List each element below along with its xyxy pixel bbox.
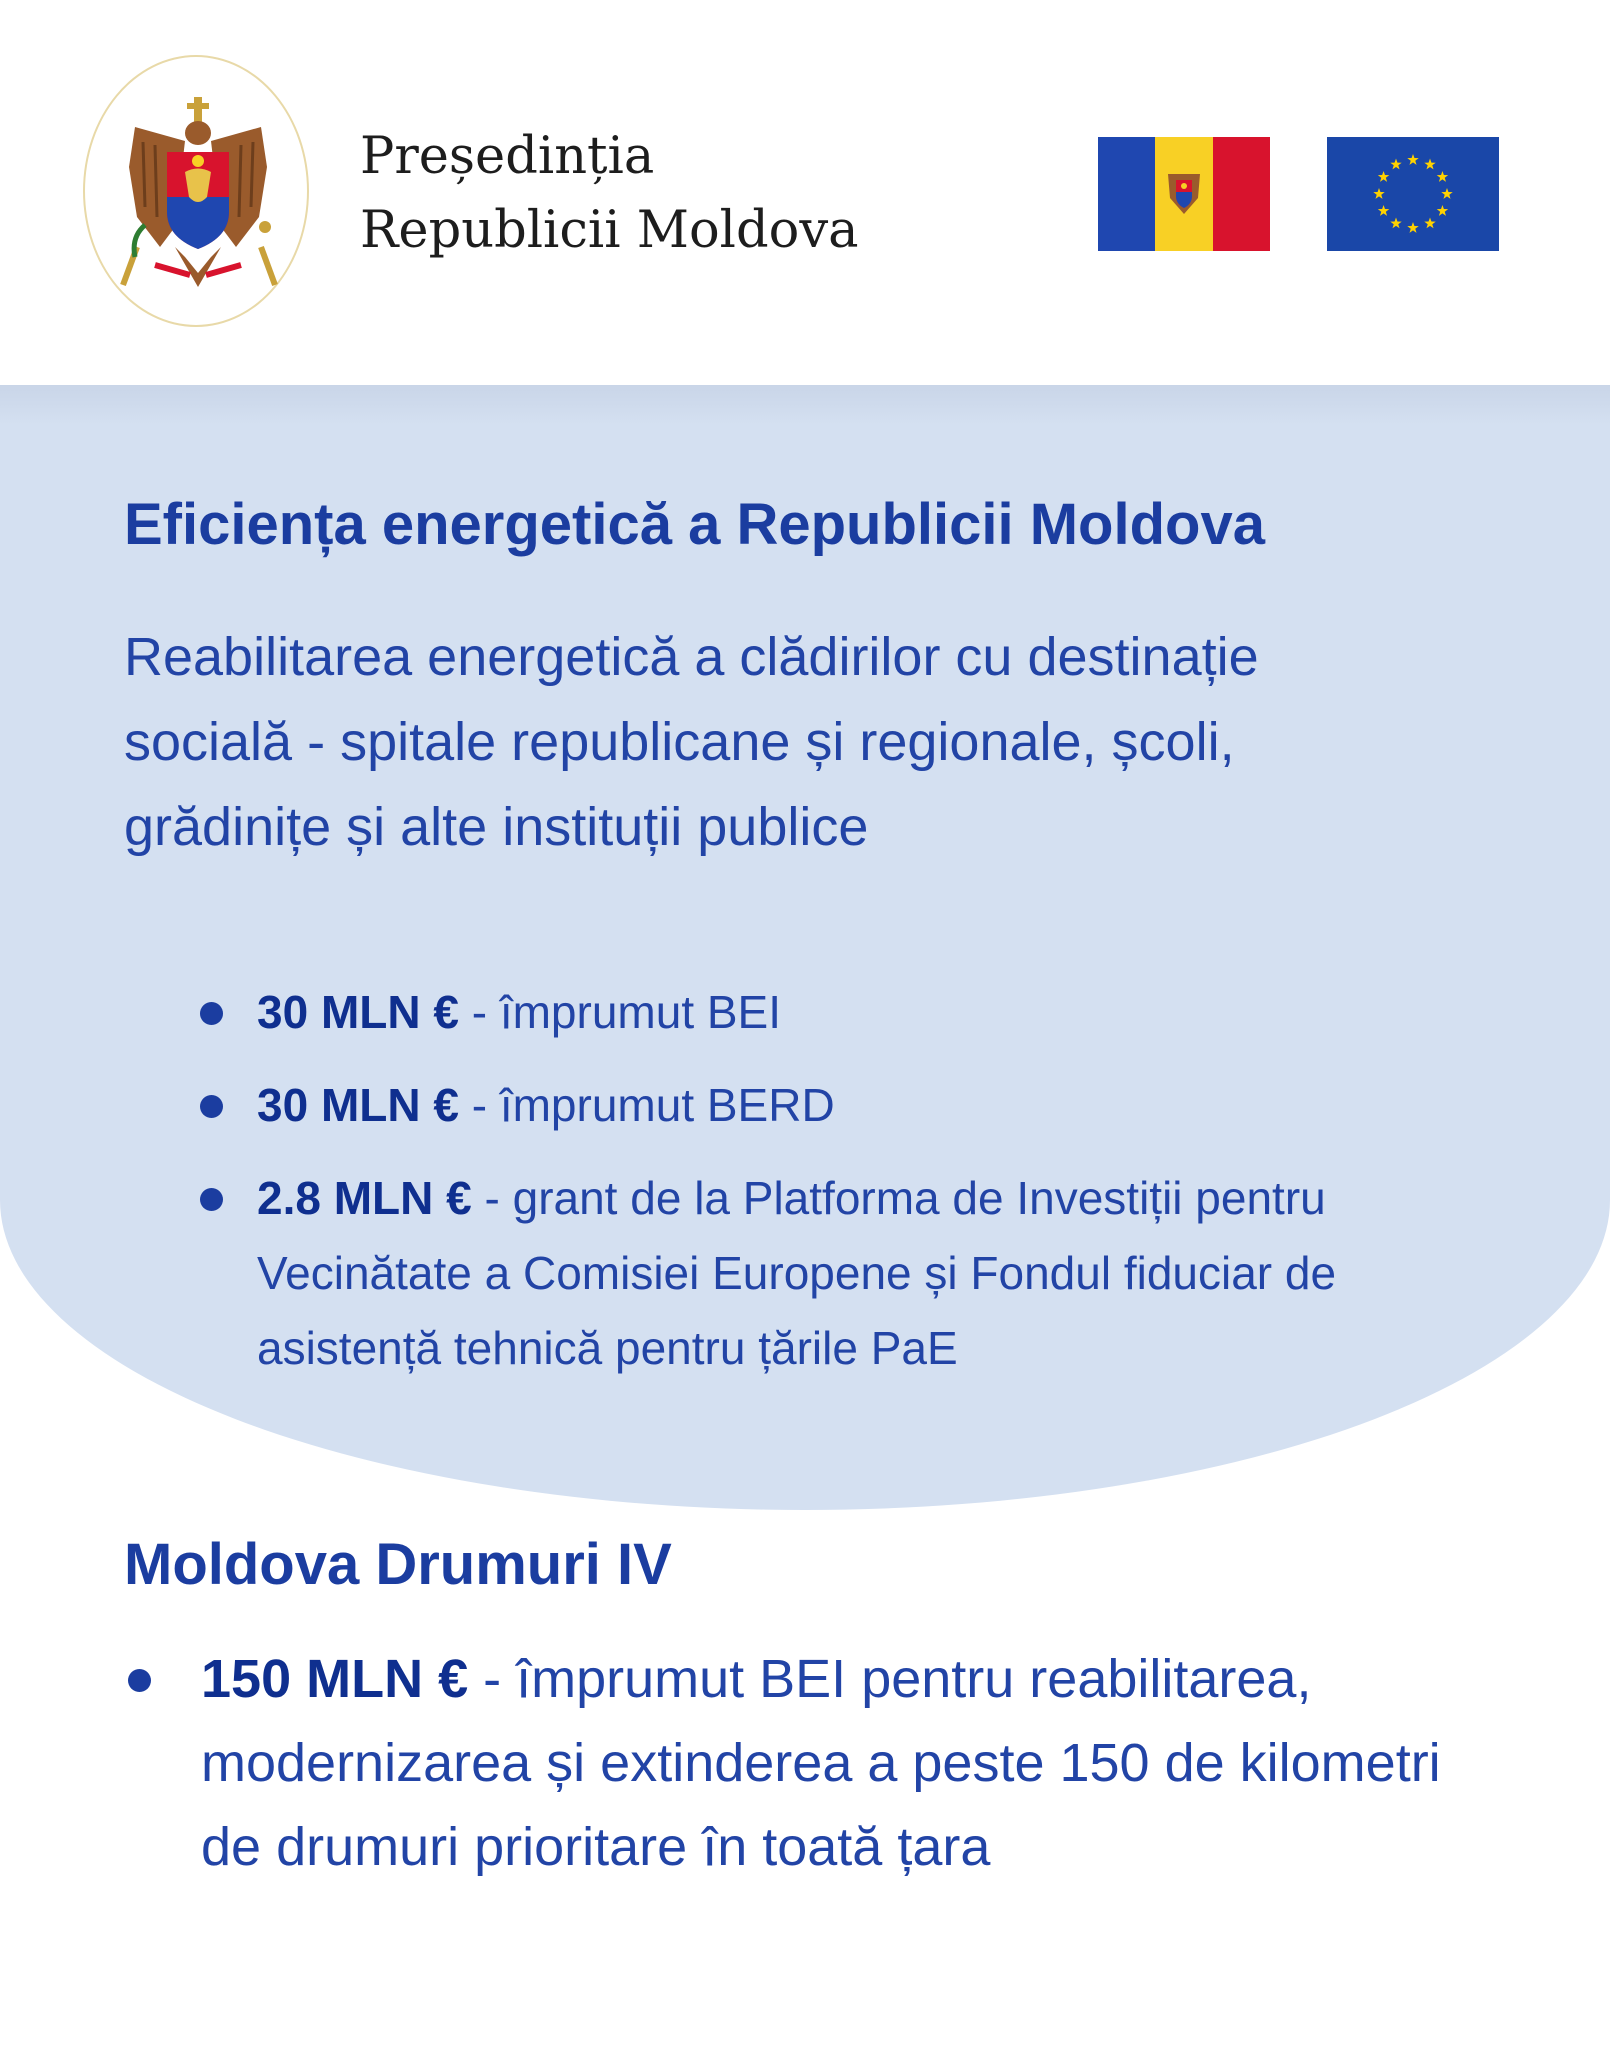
funding-amount: 30 MLN € <box>257 1079 459 1131</box>
eu-star-icon <box>1437 205 1448 216</box>
bullet-icon <box>128 1669 151 1692</box>
eu-star-icon <box>1390 159 1401 170</box>
section-title-roads: Moldova Drumuri IV <box>124 1532 672 1597</box>
eu-stars-icon <box>1327 137 1499 251</box>
funding-amount: 2.8 MLN € <box>257 1172 472 1224</box>
section-title-energy: Eficiența energetică a Republicii Moldova <box>124 492 1265 557</box>
eu-star-icon <box>1378 171 1389 182</box>
bullet-icon <box>200 1095 223 1118</box>
eu-flag-icon <box>1327 137 1499 251</box>
eu-star-icon <box>1373 188 1384 199</box>
presidency-title-line1: Președinția <box>360 127 655 186</box>
moldova-coat-of-arms-icon <box>115 97 281 293</box>
emblem-badge <box>83 55 309 327</box>
moldova-flag-icon <box>1098 137 1270 251</box>
eu-star-icon <box>1407 154 1418 165</box>
bullet-icon <box>200 1188 223 1211</box>
list-item <box>200 1161 1500 1386</box>
flag-stripe-blue <box>1098 137 1155 251</box>
section-description-energy: Reabilitarea energetică a clădirilor cu destinație socială - spitale republicane și regionale, școli, grădinițe și alte instituții publice <box>124 627 1259 857</box>
funding-amount: 150 MLN € <box>201 1649 469 1709</box>
bullet-icon <box>200 1002 223 1025</box>
eu-star-icon <box>1437 171 1448 182</box>
eu-star-icon <box>1441 188 1452 199</box>
eu-star-icon <box>1424 217 1435 228</box>
list-item <box>200 1068 1500 1143</box>
flag-stripe-red <box>1213 137 1270 251</box>
header <box>0 0 1610 385</box>
presidency-title-line2: Republicii Moldova <box>360 201 859 260</box>
eu-star-icon <box>1390 217 1401 228</box>
funding-description: - împrumut BEI pentru reabilitarea, modernizarea și extinderea a peste 150 de kilometri de drumuri prioritare în toată țara <box>201 1649 1441 1877</box>
eu-star-icon <box>1407 222 1418 233</box>
roads-funding-list <box>128 1637 1488 1889</box>
funding-description: - împrumut BERD <box>458 1079 835 1131</box>
flag-emblem-icon <box>1164 168 1204 220</box>
presidency-name <box>360 120 859 268</box>
funding-description: - împrumut BEI <box>458 986 782 1038</box>
eu-star-icon <box>1424 159 1435 170</box>
energy-funding-list <box>200 975 1500 1404</box>
eu-star-icon <box>1378 205 1389 216</box>
funding-description: - grant de la Platforma de Investiții pentru Vecinătate a Comisiei Europene și Fondul fiduciar de asistență tehnică pentru țările PaE <box>257 1172 1337 1374</box>
list-item <box>200 975 1500 1050</box>
funding-amount: 30 MLN € <box>257 986 459 1038</box>
list-item <box>128 1637 1488 1889</box>
flag-stripe-yellow <box>1155 137 1212 251</box>
